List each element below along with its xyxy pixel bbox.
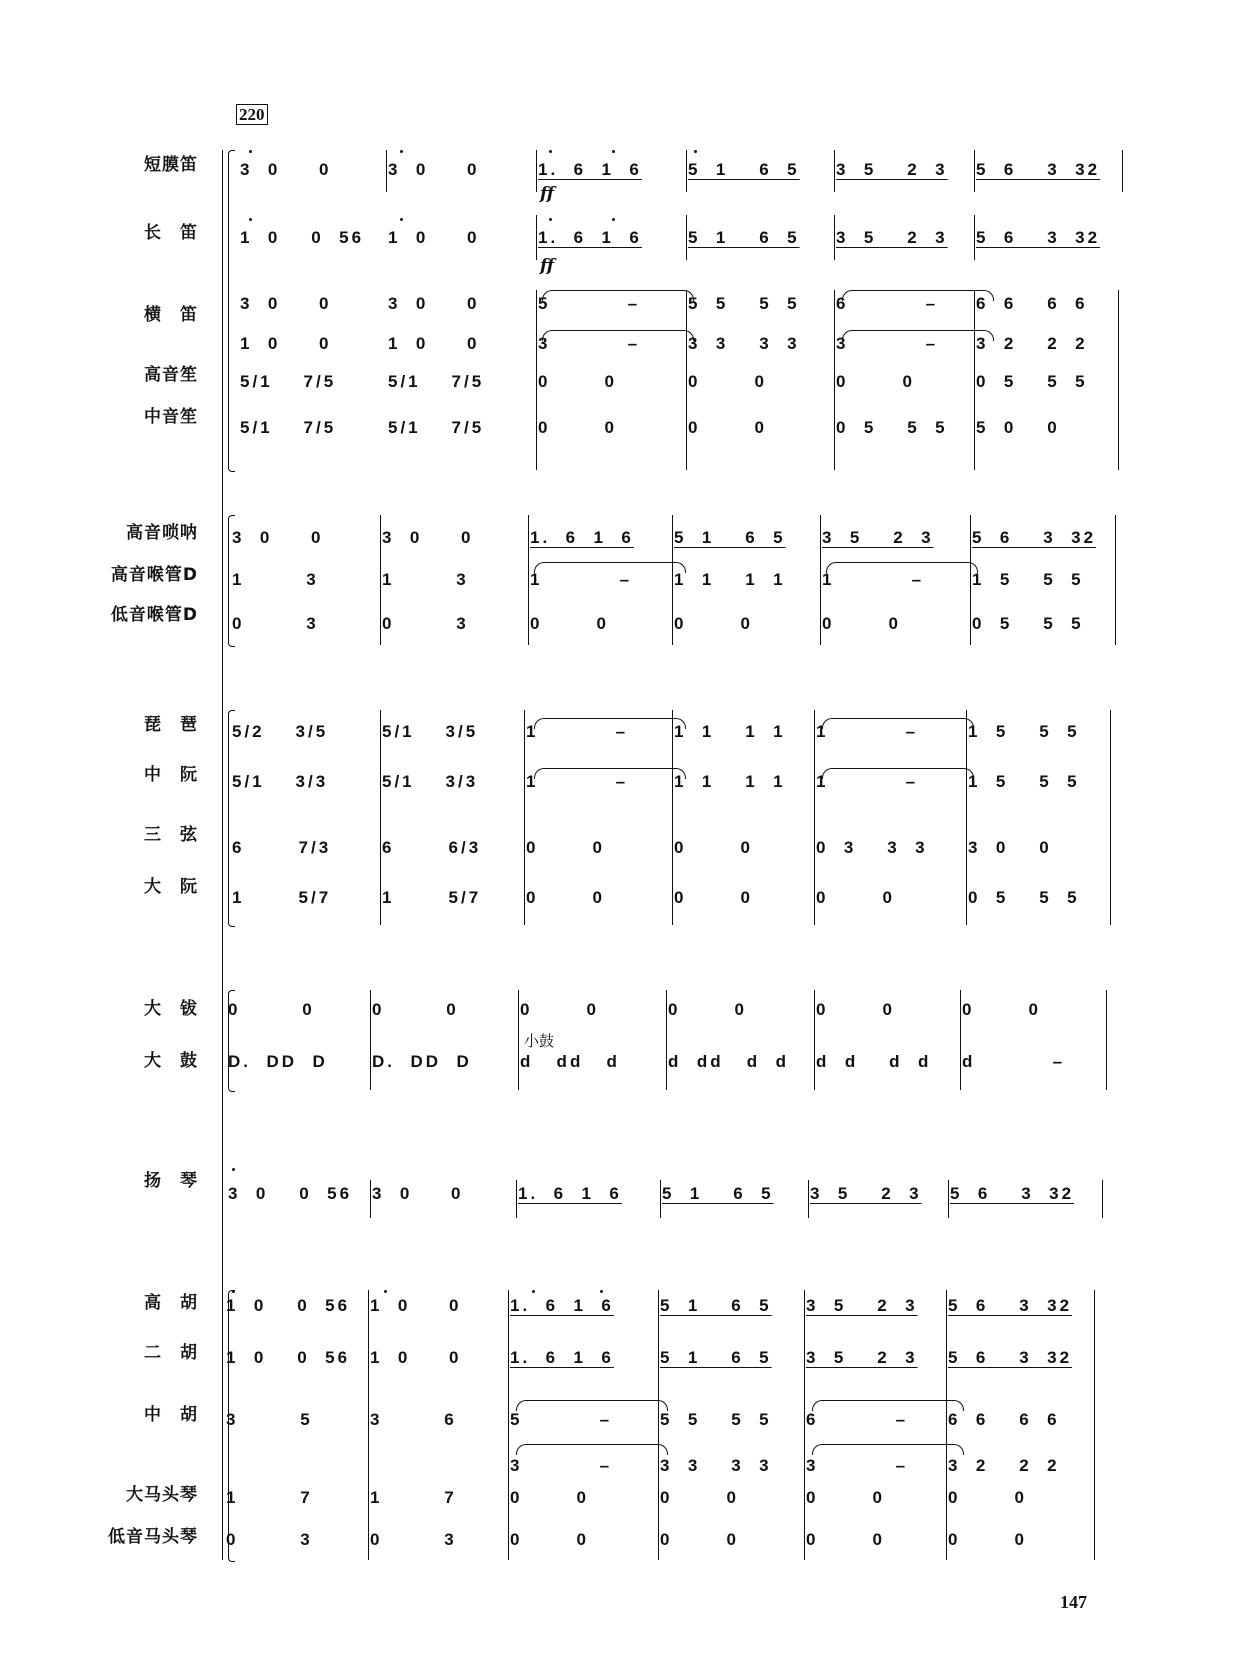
note-cell: 1 –	[822, 570, 925, 589]
octave-dot	[249, 150, 252, 153]
note-cell: 3 0 0	[372, 1184, 464, 1203]
dynamic-ff: ff	[540, 184, 555, 204]
barline	[974, 290, 975, 470]
xiaogu-label: 小鼓	[524, 1032, 555, 1050]
note-cell: 6 6/3	[382, 838, 482, 857]
barline	[386, 150, 387, 192]
note-cell: 3 2 2 2	[976, 334, 1088, 353]
note-cell: 0 0	[530, 614, 609, 633]
note-cell: 1 5 5 5	[968, 772, 1080, 791]
tie-slur	[542, 330, 694, 341]
note-cell: d dd d d	[668, 1052, 789, 1071]
note-cell: 3 –	[538, 334, 641, 353]
note-cell: 0 0	[806, 1530, 885, 1549]
instrument-label: 短膜笛	[144, 155, 198, 175]
note-cell: 3 3 3 3	[688, 334, 800, 353]
note-cell: 0 0	[948, 1530, 1027, 1549]
note-cell: 5 6 3 32	[948, 1348, 1073, 1367]
barline	[516, 1180, 517, 1218]
instrument-label: 大 钹	[144, 999, 198, 1019]
rehearsal-mark: 220	[236, 104, 268, 125]
octave-dot	[549, 218, 552, 221]
note-cell: 5/2 3/5	[232, 722, 329, 741]
barline	[370, 1180, 371, 1218]
note-cell: 3 5 2 3	[806, 1296, 918, 1315]
barline	[1110, 710, 1111, 925]
note-cell: 5 –	[510, 1410, 613, 1429]
barline	[370, 990, 371, 1090]
note-cell: 1 0 0	[388, 334, 480, 353]
tie-slur	[812, 1400, 964, 1411]
note-cell: 0 0	[948, 1488, 1027, 1507]
note-cell: 0 5 5 5	[968, 888, 1080, 907]
note-cell: 1. 6 1 6	[538, 228, 642, 247]
note-cell: 0 0	[674, 614, 753, 633]
tie-slur	[822, 768, 974, 779]
barline	[1106, 990, 1107, 1090]
barline	[508, 1290, 509, 1560]
barline	[970, 515, 971, 645]
note-cell: 0 0	[660, 1488, 739, 1507]
note-cell: 1 1 1 1	[674, 722, 786, 741]
note-cell: 0 0	[660, 1530, 739, 1549]
note-cell: 0 0	[372, 1000, 459, 1019]
barline	[536, 215, 537, 260]
note-cell: 0 0	[526, 888, 605, 907]
barline	[1094, 1290, 1095, 1560]
note-cell: 3 –	[510, 1456, 613, 1475]
barline	[1102, 1180, 1103, 1218]
note-cell: 1 5 5 5	[968, 722, 1080, 741]
barline	[528, 515, 529, 645]
tie-slur	[516, 1444, 668, 1455]
octave-dot	[400, 218, 403, 221]
note-cell: 0 0	[836, 372, 915, 391]
tie-slur	[534, 562, 686, 573]
note-cell: 3 0 0 56	[228, 1184, 353, 1203]
note-cell: 1 –	[816, 772, 919, 791]
barline	[804, 1290, 805, 1560]
group-brace	[228, 990, 235, 1092]
note-cell: 5 –	[538, 294, 641, 313]
tie-slur	[826, 562, 978, 573]
instrument-label: 低音马头琴	[108, 1527, 198, 1547]
note-cell: 0 0	[962, 1000, 1041, 1019]
barline	[834, 150, 835, 192]
note-cell: 5 5 5 5	[660, 1410, 772, 1429]
tie-slur	[842, 290, 994, 301]
note-cell: 3 5 2 3	[836, 160, 948, 179]
barline	[380, 710, 381, 925]
note-cell: 1 5 5 5	[972, 570, 1084, 589]
group-brace	[228, 710, 235, 927]
note-cell: 5 6 3 32	[972, 528, 1097, 547]
note-cell: 1. 6 1 6	[530, 528, 634, 547]
instrument-label: 扬 琴	[144, 1171, 198, 1191]
octave-dot	[400, 150, 403, 153]
note-cell: 0 3	[226, 1530, 313, 1549]
note-cell: 0 0	[674, 888, 753, 907]
barline	[686, 215, 687, 260]
barline	[368, 1290, 369, 1560]
barline	[660, 1180, 661, 1218]
note-cell: 0 0	[538, 372, 617, 391]
note-cell: 3 –	[836, 334, 939, 353]
note-cell: 3 5 2 3	[810, 1184, 922, 1203]
note-cell: 0 0	[688, 372, 767, 391]
note-cell: 1 0 0	[370, 1348, 462, 1367]
barline	[518, 990, 519, 1090]
barline	[686, 290, 687, 470]
note-cell: D. DD D	[372, 1052, 472, 1071]
note-cell: 3 5 2 3	[836, 228, 948, 247]
note-cell: d –	[962, 1052, 1066, 1071]
group-brace	[228, 150, 235, 472]
tie-slur	[822, 718, 974, 729]
barline	[658, 1290, 659, 1560]
octave-dot	[612, 218, 615, 221]
note-cell: 1 0 0	[240, 334, 332, 353]
note-cell: 3 0 0	[388, 294, 480, 313]
instrument-label: 大 阮	[144, 877, 198, 897]
note-cell: 3 0 0	[968, 838, 1052, 857]
barline	[960, 990, 961, 1090]
note-cell: 3 5	[226, 1410, 313, 1429]
note-cell: 3 0 0	[240, 160, 332, 179]
octave-dot	[232, 1168, 235, 1171]
note-cell: 5 1 6 5	[660, 1296, 772, 1315]
note-cell: 5 5 5 5	[688, 294, 800, 313]
note-cell: 6 6 6 6	[948, 1410, 1060, 1429]
note-cell: 3 0 0	[240, 294, 332, 313]
barline	[1118, 290, 1119, 470]
barline	[820, 515, 821, 645]
barline	[536, 150, 537, 192]
barline	[666, 990, 667, 1090]
note-cell: 3 5 2 3	[822, 528, 934, 547]
note-cell: 0 5 5 5	[836, 418, 948, 437]
note-cell: 0 0	[526, 838, 605, 857]
note-cell: 3 2 2 2	[948, 1456, 1060, 1475]
note-cell: 0 0	[510, 1488, 589, 1507]
note-cell: 6 –	[806, 1410, 909, 1429]
note-cell: 0 5 5 5	[976, 372, 1088, 391]
barline	[974, 150, 975, 192]
note-cell: 1 0 0 56	[226, 1348, 351, 1367]
note-cell: 0 0	[668, 1000, 747, 1019]
barline	[948, 1180, 949, 1218]
tie-slur	[542, 290, 694, 301]
barline	[1122, 150, 1123, 192]
note-cell: 0 0	[816, 1000, 895, 1019]
note-cell: d dd d	[520, 1052, 620, 1071]
note-cell: 3 0 0	[388, 160, 480, 179]
note-cell: 6 –	[836, 294, 939, 313]
note-cell: 0 0	[520, 1000, 599, 1019]
tie-slur	[842, 330, 994, 341]
octave-dot	[612, 150, 615, 153]
note-cell: 5/1 7/5	[388, 372, 485, 391]
note-cell: 5 6 3 32	[950, 1184, 1075, 1203]
barline	[974, 215, 975, 260]
instrument-label: 大马头琴	[126, 1485, 198, 1505]
note-cell: 1 1 1 1	[674, 772, 786, 791]
instrument-label: 琵 琶	[144, 715, 198, 735]
note-cell: 5/1 3/3	[382, 772, 479, 791]
note-cell: 1 3	[232, 570, 319, 589]
note-cell: 5 6 3 32	[948, 1296, 1073, 1315]
note-cell: 1 0 0	[388, 228, 480, 247]
barline	[524, 710, 525, 925]
note-cell: 0 3	[232, 614, 319, 633]
group-brace	[228, 1290, 235, 1562]
dynamic-ff: ff	[540, 256, 555, 276]
note-cell: 1 –	[816, 722, 919, 741]
note-cell: 5/1 7/5	[240, 418, 337, 437]
barline	[536, 290, 537, 470]
note-cell: 6 6 6 6	[976, 294, 1088, 313]
note-cell: 5 1 6 5	[662, 1184, 774, 1203]
note-cell: 5 0 0	[976, 418, 1060, 437]
note-cell: 5 1 6 5	[660, 1348, 772, 1367]
note-cell: 0 0	[674, 838, 753, 857]
tie-slur	[534, 718, 686, 729]
barline	[834, 215, 835, 260]
note-cell: 0 0	[822, 614, 901, 633]
instrument-label: 高音笙	[144, 365, 198, 385]
note-cell: d d d d	[816, 1052, 932, 1071]
octave-dot	[249, 218, 252, 221]
instrument-label: 高音唢呐	[126, 523, 198, 543]
note-cell: 1 5/7	[382, 888, 482, 907]
note-cell: 1 7	[370, 1488, 457, 1507]
note-cell: 5 1 6 5	[688, 160, 800, 179]
page-number: 147	[1060, 1592, 1087, 1612]
note-cell: 5 6 3 32	[976, 160, 1101, 179]
octave-dot	[532, 1290, 535, 1293]
note-cell: 5 1 6 5	[688, 228, 800, 247]
barline	[672, 515, 673, 645]
instrument-label: 大 鼓	[144, 1051, 198, 1071]
note-cell: 5 6 3 32	[976, 228, 1101, 247]
barline	[672, 710, 673, 925]
note-cell: 1 5/7	[232, 888, 332, 907]
note-cell: 0 3	[370, 1530, 457, 1549]
instrument-label: 长 笛	[144, 223, 198, 243]
note-cell: 1. 6 1 6	[538, 160, 642, 179]
barline	[966, 710, 967, 925]
instrument-label: 高 胡	[144, 1293, 198, 1313]
note-cell: 1 0 0	[370, 1296, 462, 1315]
system-line	[222, 150, 223, 1560]
note-cell: 1. 6 1 6	[510, 1296, 614, 1315]
note-cell: 1. 6 1 6	[510, 1348, 614, 1367]
note-cell: 0 0	[806, 1488, 885, 1507]
instrument-label: 中音笙	[144, 407, 198, 427]
barline	[808, 1180, 809, 1218]
note-cell: 1 1 1 1	[674, 570, 786, 589]
note-cell: 0 0	[510, 1530, 589, 1549]
note-cell: 5/1 3/5	[382, 722, 479, 741]
note-cell: 3 5 2 3	[806, 1348, 918, 1367]
note-cell: 0 0	[688, 418, 767, 437]
octave-dot	[600, 1290, 603, 1293]
note-cell: 5/1 7/5	[240, 372, 337, 391]
note-cell: 5/1 7/5	[388, 418, 485, 437]
tie-slur	[812, 1444, 964, 1455]
instrument-label: 横 笛	[144, 305, 198, 325]
note-cell: 0 3	[382, 614, 469, 633]
note-cell: 1. 6 1 6	[518, 1184, 622, 1203]
group-brace	[228, 515, 235, 647]
barline	[380, 515, 381, 645]
note-cell: 0 3 3 3	[816, 838, 928, 857]
octave-dot	[549, 150, 552, 153]
instrument-label: 低音喉管D	[110, 605, 198, 625]
note-cell: 0 5 5 5	[972, 614, 1084, 633]
note-cell: 3 –	[806, 1456, 909, 1475]
note-cell: 1 0 0 56	[240, 228, 365, 247]
note-cell: 3 0 0	[382, 528, 474, 547]
barline	[1115, 515, 1116, 645]
instrument-label: 中 阮	[144, 765, 198, 785]
note-cell: 3 0 0	[232, 528, 324, 547]
instrument-label: 高音喉管D	[110, 565, 198, 585]
barline	[814, 990, 815, 1090]
note-cell: 5/1 3/3	[232, 772, 329, 791]
note-cell: 6 7/3	[232, 838, 332, 857]
note-cell: 3 3 3 3	[660, 1456, 772, 1475]
note-cell: 1 –	[526, 722, 629, 741]
instrument-label: 二 胡	[144, 1343, 198, 1363]
note-cell: 0 0	[816, 888, 895, 907]
note-cell: 3 6	[370, 1410, 457, 1429]
note-cell: 1 7	[226, 1488, 313, 1507]
barline	[946, 1290, 947, 1560]
note-cell: 0 0	[538, 418, 617, 437]
note-cell: 5 1 6 5	[674, 528, 786, 547]
instrument-label: 三 弦	[144, 825, 198, 845]
barline	[814, 710, 815, 925]
note-cell: 1 –	[526, 772, 629, 791]
note-cell: D. DD D	[228, 1052, 328, 1071]
barline	[834, 290, 835, 470]
note-cell: 1 3	[382, 570, 469, 589]
note-cell: 0 0	[228, 1000, 315, 1019]
instrument-label: 中 胡	[144, 1405, 198, 1425]
octave-dot	[384, 1290, 387, 1293]
note-cell: 1 0 0 56	[226, 1296, 351, 1315]
tie-slur	[516, 1400, 668, 1411]
tie-slur	[534, 768, 686, 779]
note-cell: 1 –	[530, 570, 633, 589]
octave-dot	[694, 150, 697, 153]
barline	[686, 150, 687, 192]
